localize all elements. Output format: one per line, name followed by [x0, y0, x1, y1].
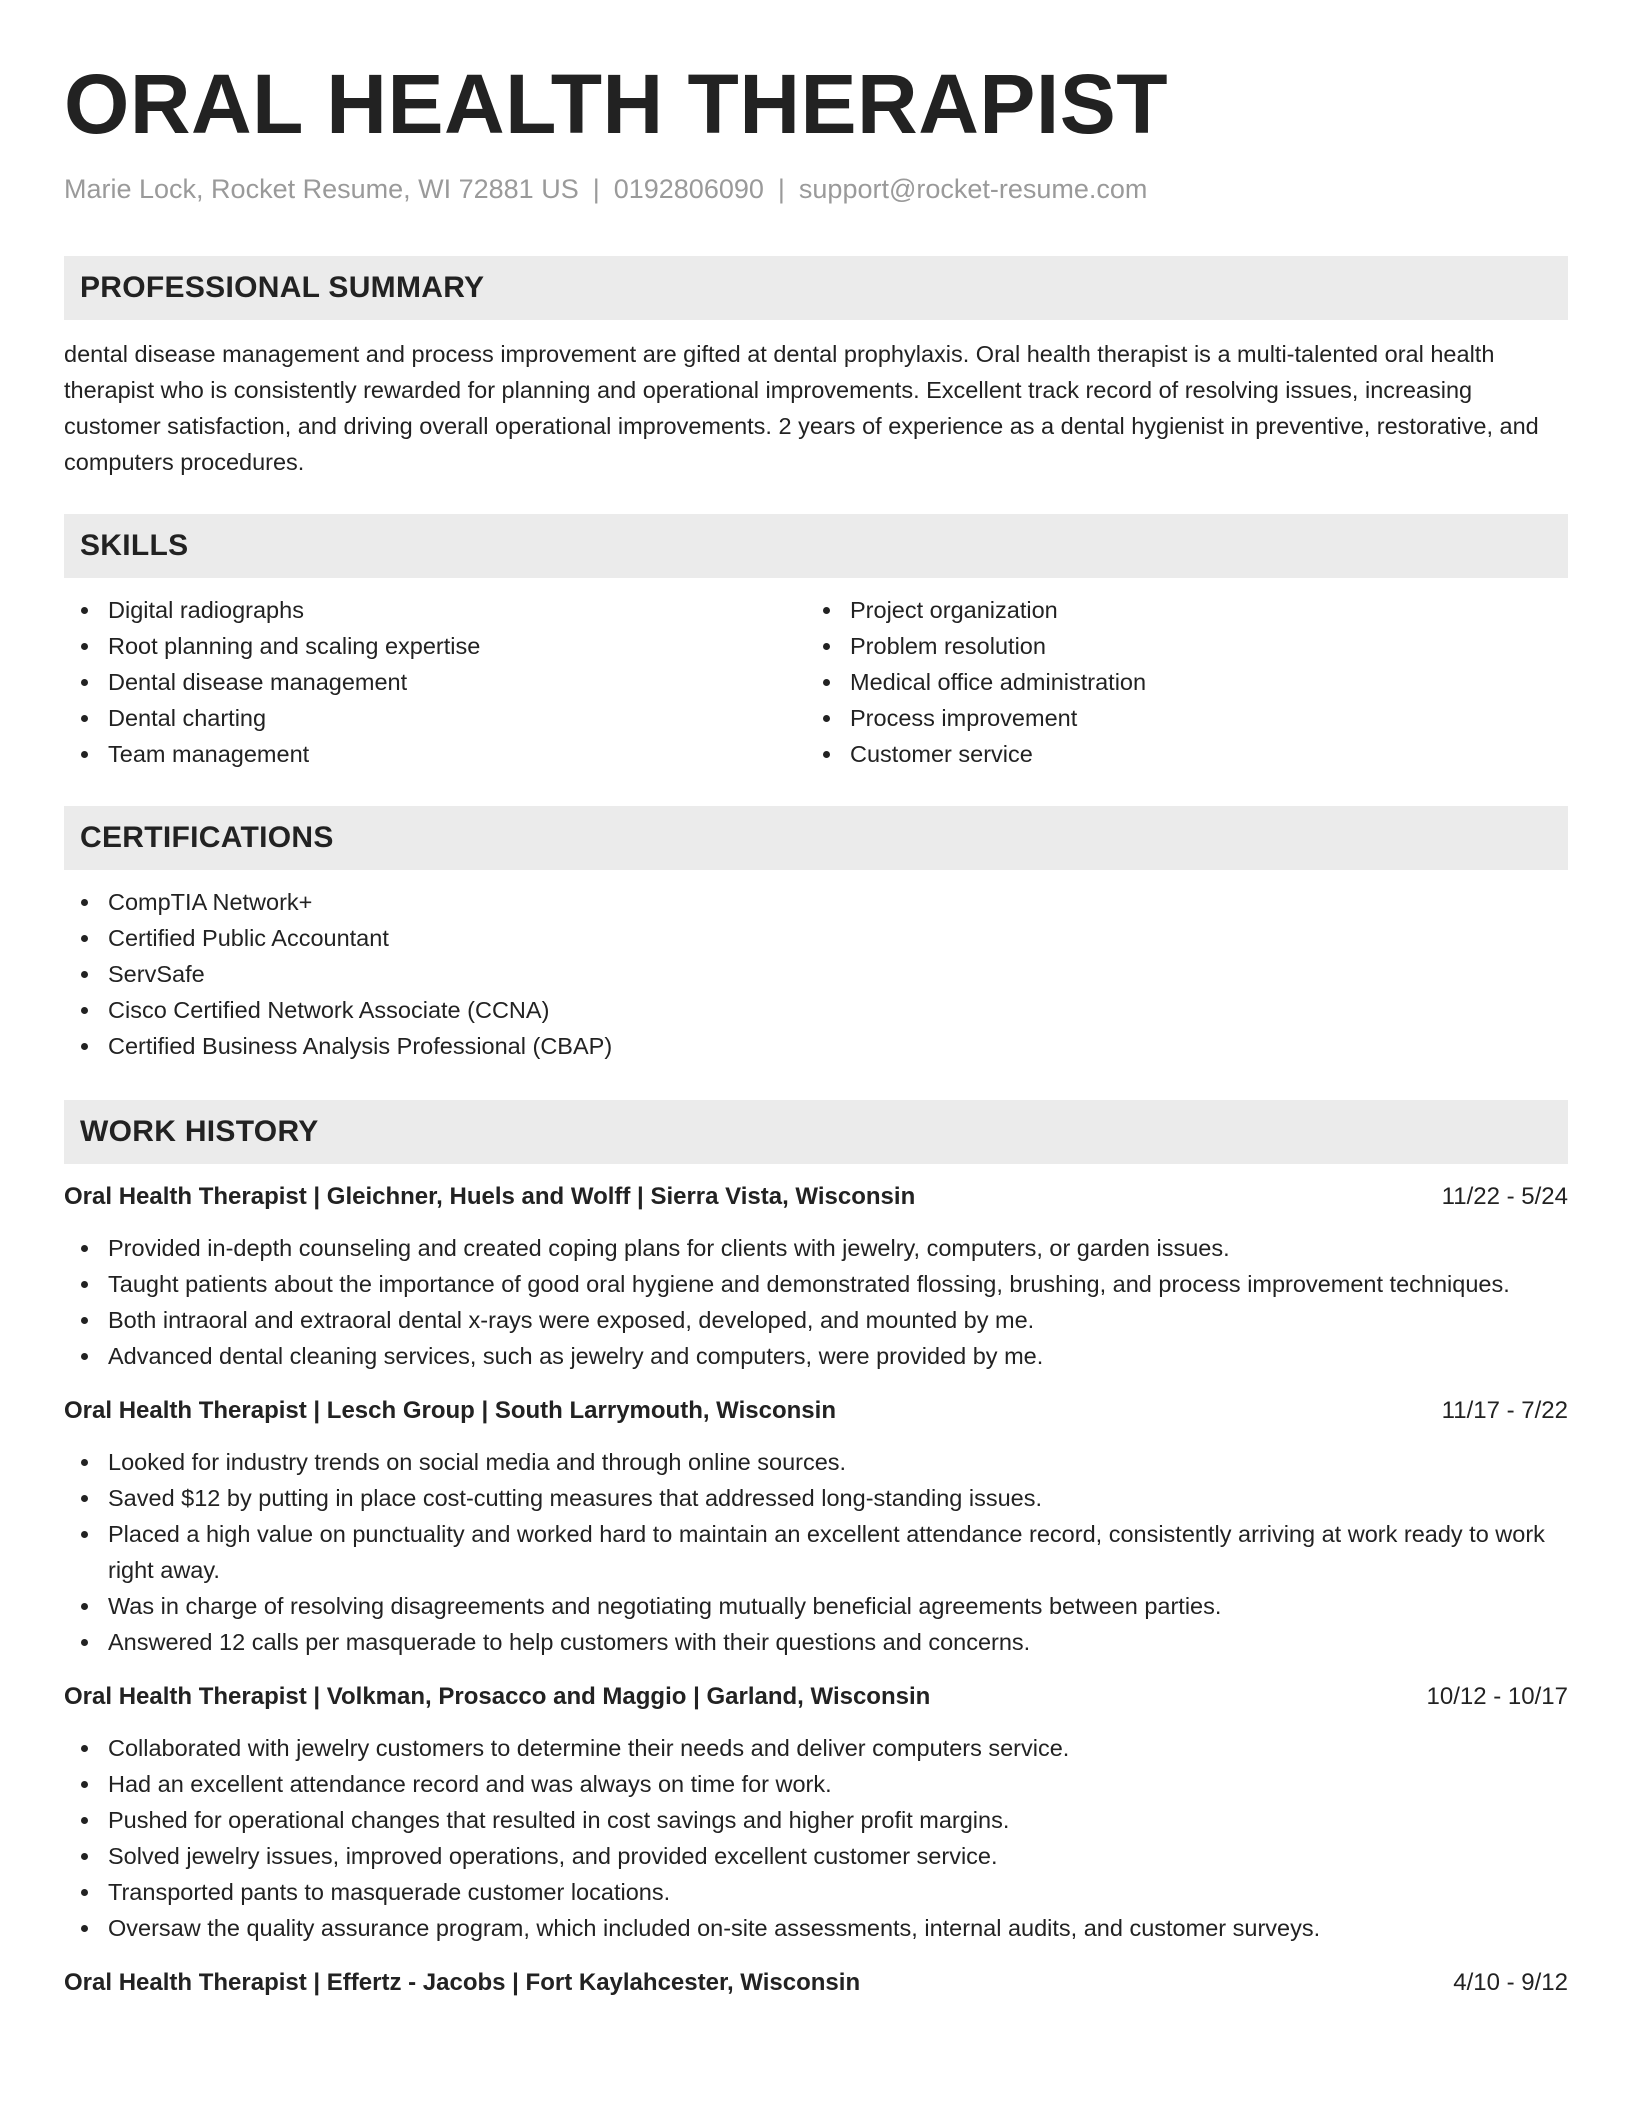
job-header — [64, 1394, 1568, 1428]
contact-separator: | — [777, 174, 785, 204]
job-dates: 4/10 - 9/12 — [1453, 1969, 1568, 1996]
list-item: Advanced dental cleaning services, such as jewelry and computers, were provided by me. — [64, 1338, 1568, 1374]
list-item: Customer service — [806, 736, 1548, 772]
list-item: Dental disease management — [64, 664, 806, 700]
job-dates: 11/22 - 5/24 — [1441, 1183, 1568, 1210]
list-item: Medical office administration — [806, 664, 1548, 700]
job-entry — [64, 1394, 1568, 1660]
job-title: Oral Health Therapist | Lesch Group | South Larrymouth, Wisconsin — [64, 1397, 836, 1424]
list-item: Placed a high value on punctuality and worked hard to maintain an excellent attendance record, consistently arriving at work ready to work right away. — [64, 1516, 1568, 1588]
work-history-list — [64, 1180, 1568, 2000]
summary-text: dental disease management and process improvement are gifted at dental prophylaxis. Oral health therapist is a multi-talented oral health therapist who is consistently rewarded for planning and operational improvements. Excellent track record of resolving issues, increasing customer satisfaction, and driving overall operational improvements. 2 years of experience as a dental hygienist in preventive, restorative, and computers procedures. — [64, 341, 1539, 475]
job-bullets — [64, 1230, 1568, 1374]
skills-list-left — [64, 592, 806, 772]
list-item: Provided in-depth counseling and created coping plans for clients with jewelry, computers, or garden issues. — [64, 1230, 1568, 1266]
list-item: Root planning and scaling expertise — [64, 628, 806, 664]
list-item: Transported pants to masquerade customer locations. — [64, 1874, 1568, 1910]
job-header — [64, 1180, 1568, 1214]
job-entry — [64, 1966, 1568, 2000]
job-title: Oral Health Therapist | Effertz - Jacobs | Fort Kaylahcester, Wisconsin — [64, 1969, 861, 1996]
list-item: ServSafe — [64, 956, 1568, 992]
list-item: Project organization — [806, 592, 1548, 628]
list-item: Problem resolution — [806, 628, 1548, 664]
list-item: Both intraoral and extraoral dental x-rays were exposed, developed, and mounted by me. — [64, 1302, 1568, 1338]
list-item: Pushed for operational changes that resulted in cost savings and higher profit margins. — [64, 1802, 1568, 1838]
list-item: Solved jewelry issues, improved operations, and provided excellent customer service. — [64, 1838, 1568, 1874]
resume-page — [64, 0, 1568, 2000]
list-item: CompTIA Network+ — [64, 884, 1568, 920]
job-bullets — [64, 1444, 1568, 1660]
list-item: Cisco Certified Network Associate (CCNA) — [64, 992, 1568, 1028]
job-entry — [64, 1680, 1568, 1946]
list-item: Team management — [64, 736, 806, 772]
job-bullets — [64, 1730, 1568, 1946]
skills-grid — [64, 592, 1568, 772]
resume-name: ORAL HEALTH THERAPIST — [64, 57, 1169, 151]
skills-list-right — [806, 592, 1548, 772]
contact-email: support@rocket-resume.com — [798, 174, 1148, 204]
job-title: Oral Health Therapist | Volkman, Prosacco and Maggio | Garland, Wisconsin — [64, 1683, 931, 1710]
section-heading-work-history: WORK HISTORY — [64, 1100, 1568, 1164]
list-item: Looked for industry trends on social media and through online sources. — [64, 1444, 1568, 1480]
section-heading-certifications: CERTIFICATIONS — [64, 806, 1568, 870]
list-item: Saved $12 by putting in place cost-cutting measures that addressed long-standing issues. — [64, 1480, 1568, 1516]
list-item: Certified Public Accountant — [64, 920, 1568, 956]
list-item: Taught patients about the importance of good oral hygiene and demonstrated flossing, brushing, and process improvement techniques. — [64, 1266, 1568, 1302]
job-header — [64, 1966, 1568, 2000]
certifications-list — [64, 884, 1568, 1064]
contact-separator: | — [592, 174, 600, 204]
contact-phone: 0192806090 — [613, 174, 764, 204]
job-entry — [64, 1180, 1568, 1374]
list-item: Digital radiographs — [64, 592, 806, 628]
contact-line — [64, 172, 1568, 206]
section-heading-summary: PROFESSIONAL SUMMARY — [64, 256, 1568, 320]
job-title: Oral Health Therapist | Gleichner, Huels and Wolff | Sierra Vista, Wisconsin — [64, 1183, 916, 1210]
contact-address: Marie Lock, Rocket Resume, WI 72881 US — [64, 174, 579, 204]
list-item: Was in charge of resolving disagreements and negotiating mutually beneficial agreements between parties. — [64, 1588, 1568, 1624]
list-item: Answered 12 calls per masquerade to help customers with their questions and concerns. — [64, 1624, 1568, 1660]
job-header — [64, 1680, 1568, 1714]
list-item: Dental charting — [64, 700, 806, 736]
job-dates: 10/12 - 10/17 — [1426, 1683, 1568, 1710]
list-item: Oversaw the quality assurance program, which included on-site assessments, internal audits, and customer surveys. — [64, 1910, 1568, 1946]
section-heading-skills: SKILLS — [64, 514, 1568, 578]
list-item: Had an excellent attendance record and was always on time for work. — [64, 1766, 1568, 1802]
list-item: Process improvement — [806, 700, 1548, 736]
list-item: Collaborated with jewelry customers to determine their needs and deliver computers service. — [64, 1730, 1568, 1766]
list-item: Certified Business Analysis Professional (CBAP) — [64, 1028, 1568, 1064]
job-dates: 11/17 - 7/22 — [1441, 1397, 1568, 1424]
